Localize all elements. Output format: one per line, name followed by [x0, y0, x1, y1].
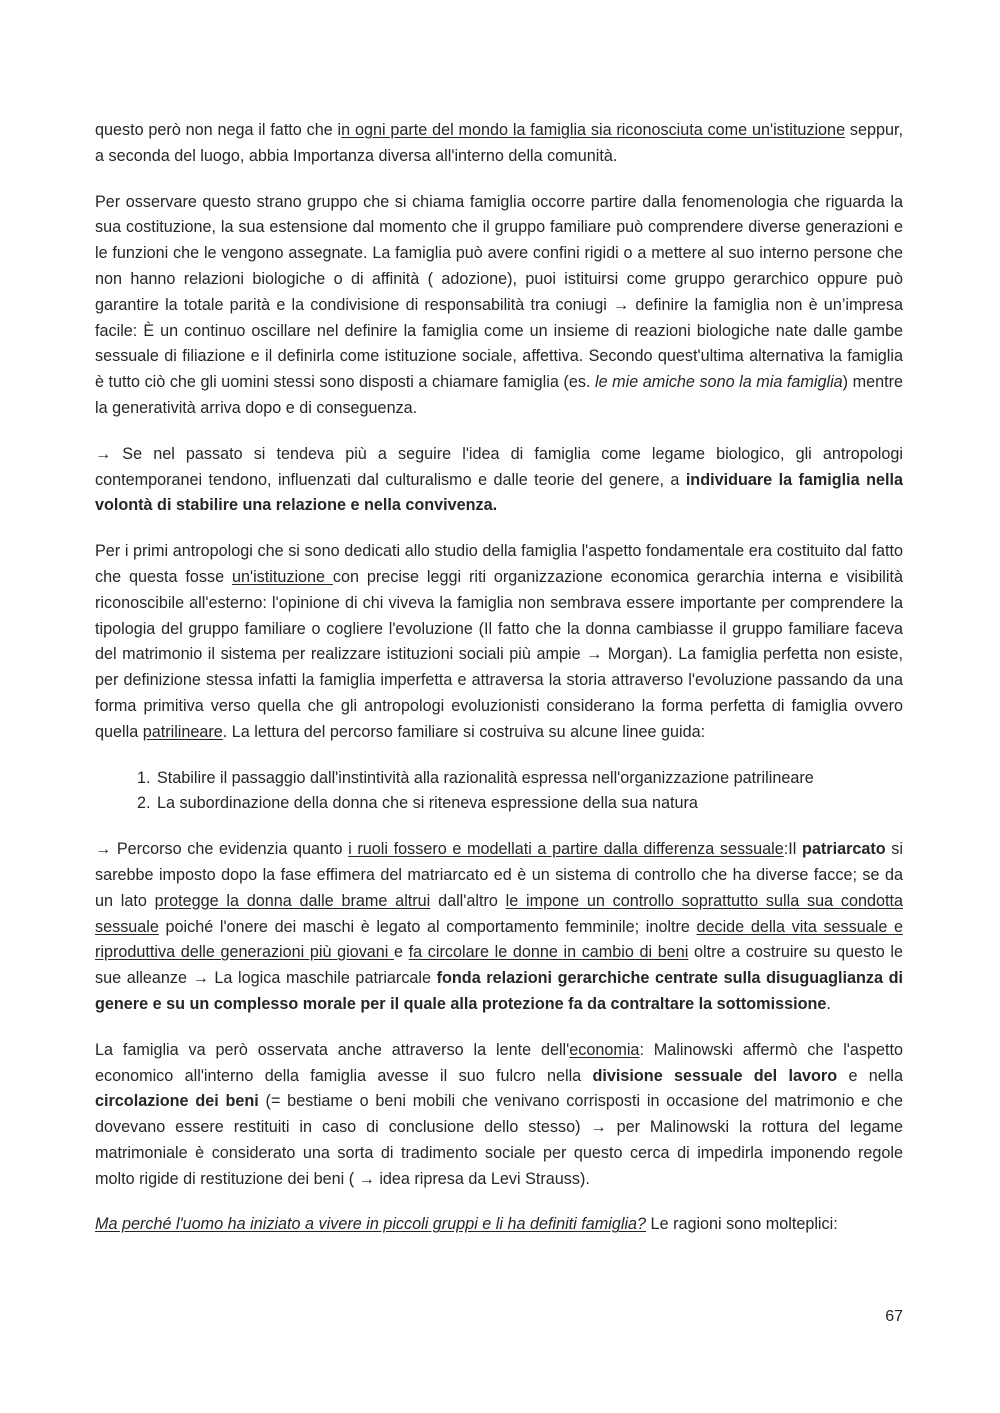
list-item: 1. Stabilire il passaggio dall'instintività alla razionalità espressa nell'organizzazione patrilineare — [155, 766, 903, 792]
text-run: :Il — [783, 840, 802, 859]
text-run: : Malinowski affermò che l'aspetto economico all'interno della famiglia avesse il suo fulcro nella — [95, 1040, 903, 1085]
text-run: Le ragioni sono molteplici: — [646, 1215, 838, 1234]
text-run: e nella — [837, 1066, 904, 1085]
text-run: n ogni parte del mondo la famiglia sia riconosciuta come un'istituzione — [341, 121, 846, 139]
text-run: fonda relazioni gerarchiche centrate sulla disuguaglianza di genere e su un complesso morale per il quale alla protezione fa da contraltare la sottomissione — [95, 969, 903, 1013]
text-run: economia — [569, 1040, 640, 1059]
text-run: . — [826, 994, 831, 1013]
text-run: un'istituzione — [231, 567, 333, 586]
text-run: divisione sessuale del lavoro — [592, 1066, 838, 1085]
text-run: decide della vita sessuale e riproduttiva delle generazioni più giovani — [95, 917, 903, 962]
text-run: e — [394, 943, 409, 962]
paragraph-early-anthropologists — [95, 539, 903, 745]
text-run: poiché l'onere dei maschi è legato al comportamento femminile; inoltre — [158, 917, 697, 936]
text-run: → Percorso che evidenzia quanto — [95, 840, 349, 859]
paragraph-economy — [95, 1038, 903, 1193]
paragraph-question — [95, 1212, 903, 1238]
text-run: circolazione dei beni — [95, 1092, 259, 1111]
text-run: protegge la donna dalle brame altrui — [154, 891, 431, 910]
text-run: Per i primi antropologi che si sono dedicati allo studio della famiglia l'aspetto fondamentale era costituito dal fatto che questa fosse — [95, 542, 903, 586]
page-number: 67 — [885, 1308, 903, 1325]
guidelines-list — [95, 766, 903, 818]
text-run: . La lettura del percorso familiare si costruiva su alcune linee guida: — [222, 722, 706, 741]
text-run: La famiglia va però osservata anche attraverso la lente dell' — [95, 1040, 570, 1059]
text-run: con precise leggi riti organizzazione economica gerarchia interna e visibilità riconoscibile all'esterno: l'opinione di chi viveva la famiglia non sembrava essere importante per comprendere la tipologia del gruppo familiare o cogliere l'evoluzione (Il fatto che la donna cambiasse il gruppo familiare faceva del matrimonio il sistema per realizzare istituzioni sociali più ampie → Morgan). La famiglia perfetta non esiste, per definizione stessa infatti la famiglia imperfetta e attraversa la storia attraverso l'evoluzione passando da una forma primitiva verso quella che gli antropologi evoluzionisti considerano la forma perfetta di famiglia ovvero quella — [95, 567, 903, 741]
text-run: seppur, a seconda del luogo, abbia Importanza diversa all'interno della comunità. — [95, 121, 903, 165]
text-run: (= bestiame o beni mobili che venivano corrisposti in occasione del matrimonio e che dovevano essere restituiti in caso di conclusione dello stesso) → per Malinowski la rottura del legame matrimoniale è considerato una sorta di tradimento sociale per questo cerca di impedirla imponendo regole molto rigide di restituzione dei beni ( → idea ripresa da Levi Strauss). — [95, 1092, 903, 1188]
text-run: dall'altro — [430, 891, 506, 910]
text-run: ) mentre la generatività arriva dopo e di conseguenza. — [95, 373, 903, 417]
text-run: patriarcato — [802, 840, 886, 859]
text-run: patrilineare — [142, 722, 223, 741]
text-run: le mie amiche sono la mia famiglia — [594, 373, 843, 392]
text-run: si sarebbe imposto dopo la fase effimera del matriarcato ed è un sistema di controllo che ha diverse facce; se da un lato — [95, 840, 904, 910]
text-run: Per osservare questo strano gruppo che si chiama famiglia occorre partire dalla fenomenologia che riguarda la sua costituzione, la sua estensione dal momento che il gruppo familiare può comprendere diverse generazioni e le funzioni che le vengono assegnate. La famiglia può avere confini rigidi o a mettere al suo interno persone che non hanno relazioni biologiche o di affinità ( adozione), puoi istituirsi come gruppo gerarchico oppure può garantire la totale parità e la condivisione di responsabilità tra coniugi → definire la famiglia non è un’impresa facile: È un continuo oscillare nel definire la famiglia come un insieme di reazioni biologiche nate dalle gambe sessuale di filiazione e il definirla come istituzione sociale, affettiva. Secondo quest'ultima alternativa la famiglia è tutto ciò che gli uomini stessi sono disposti a chiamare famiglia (es. — [95, 192, 903, 392]
page-body — [95, 118, 903, 1258]
paragraph-patriarchy — [95, 837, 903, 1018]
text-run: Ma perché l'uomo ha iniziato a vivere in piccoli gruppi e li ha definiti famiglia? — [95, 1215, 647, 1234]
text-run: fa circolare le donne in cambio di beni — [408, 943, 689, 962]
text-run: → Se nel passato si tendeva più a seguire l'idea di famiglia come legame biologico, gli antropologi contemporanei tendono, influenzati dal culturalismo e dalle teorie del genere, a — [95, 444, 903, 489]
list-item: 2. La subordinazione della donna che si riteneva espressione della sua natura — [155, 791, 903, 817]
paragraph-phenomenology — [95, 190, 903, 422]
paragraph-family-institution — [95, 118, 903, 170]
text-run: questo però non nega il fatto che i — [95, 121, 342, 139]
paragraph-contemporary-anthropologists — [95, 442, 903, 519]
text-run: oltre a costruire su questo le sue alleanze → La logica maschile patriarcale — [95, 943, 903, 988]
text-run: le impone un controllo soprattutto sulla sua condotta sessuale — [95, 891, 903, 936]
text-run: i ruoli fossero e modellati a partire dalla differenza sessuale — [348, 840, 784, 859]
text-run: individuare la famiglia nella volontà di stabilire una relazione e nella convivenza. — [95, 470, 903, 515]
